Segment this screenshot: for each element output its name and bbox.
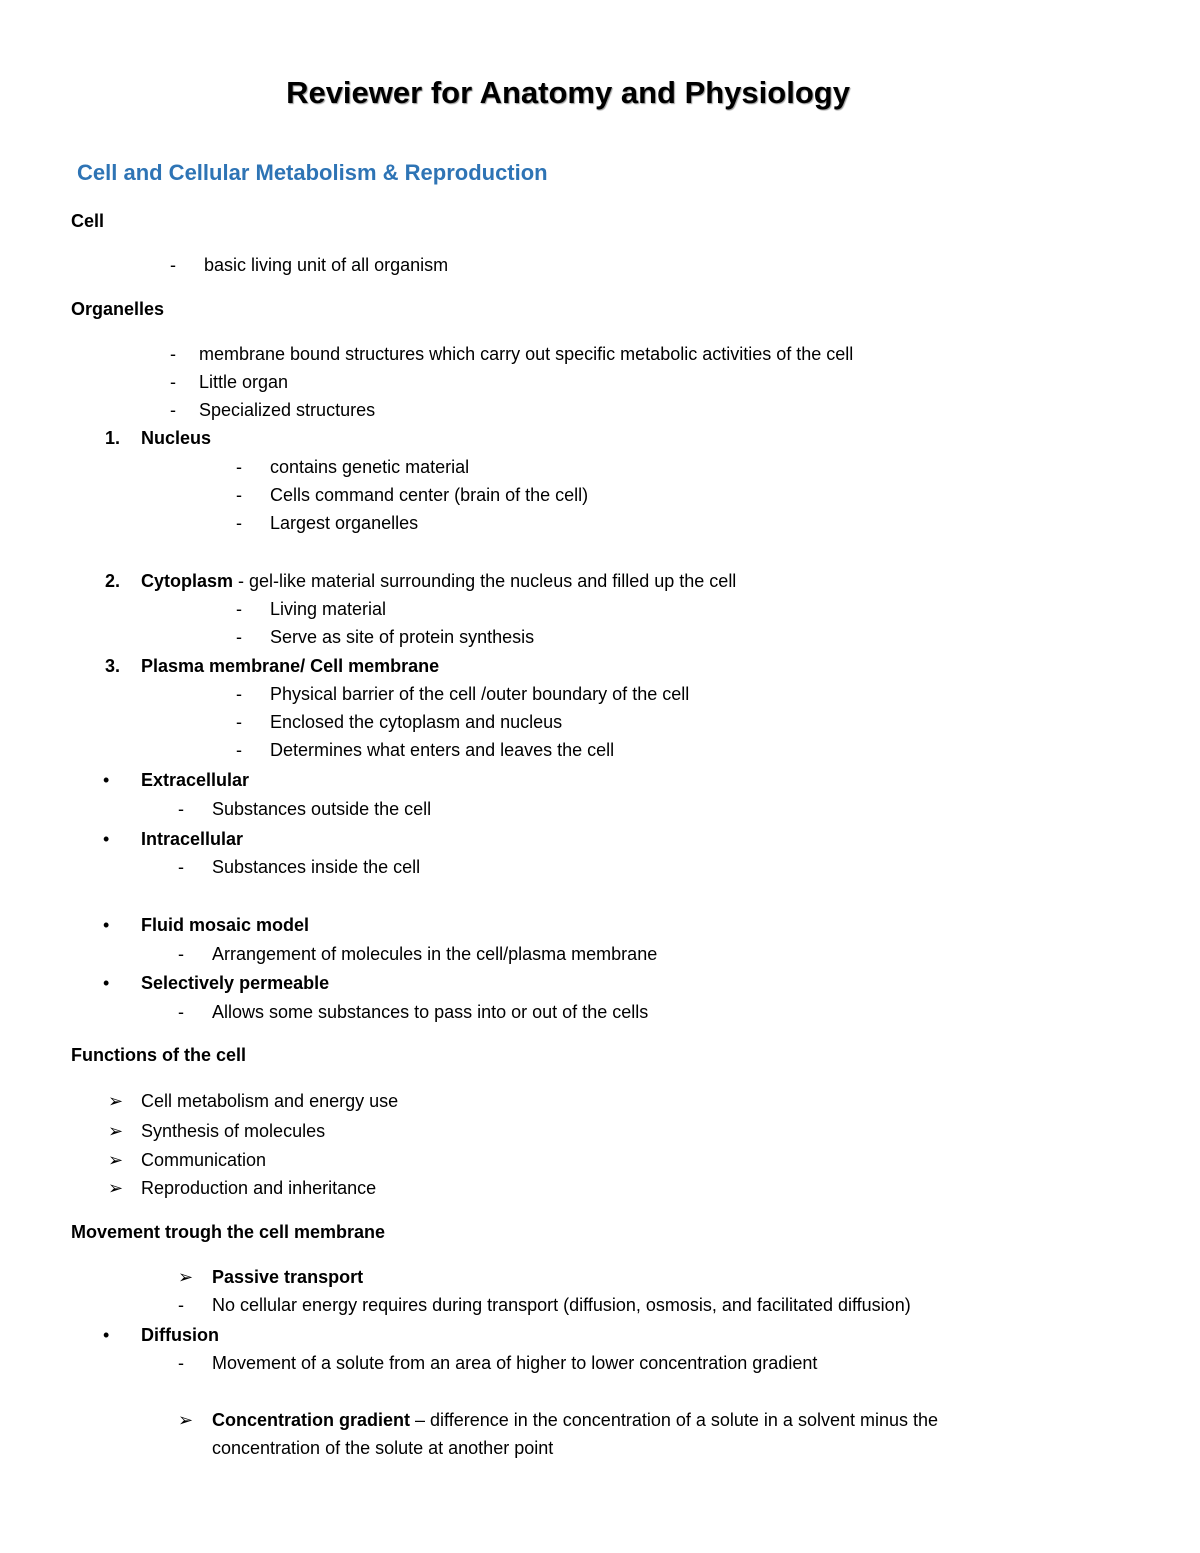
plasma-item: Determines what enters and leaves the cell bbox=[270, 740, 615, 760]
bullet-heading: Fluid mosaic model bbox=[141, 915, 310, 935]
nucleus-item: contains genetic material bbox=[270, 457, 470, 477]
dash-marker: - bbox=[178, 1002, 184, 1022]
dash-marker: - bbox=[178, 857, 184, 877]
bullet-heading: Intracellular bbox=[141, 829, 244, 849]
bullet-item: Substances outside the cell bbox=[212, 799, 432, 819]
arrow-bullet-icon: ➢ bbox=[108, 1150, 124, 1170]
bullet-marker: • bbox=[103, 915, 110, 935]
bullet-marker: • bbox=[103, 829, 110, 849]
bullet-heading: Selectively permeable bbox=[141, 973, 330, 993]
bullet-item: Substances inside the cell bbox=[212, 857, 421, 877]
dash-marker: - bbox=[178, 799, 184, 819]
organelles-item: membrane bound structures which carry out specific metabolic activities of the cell bbox=[199, 344, 854, 364]
functions-item: Communication bbox=[141, 1150, 267, 1170]
dash-marker: - bbox=[236, 485, 242, 505]
cytoplasm-item: Living material bbox=[270, 599, 387, 619]
dash-marker: - bbox=[170, 344, 176, 364]
dash-marker: - bbox=[236, 712, 242, 732]
bullet-marker: • bbox=[103, 1325, 110, 1345]
arrow-bullet-icon: ➢ bbox=[178, 1410, 194, 1430]
plasma-item: Physical barrier of the cell /outer boundary of the cell bbox=[270, 684, 690, 704]
arrow-bullet-icon: ➢ bbox=[108, 1121, 124, 1141]
passive-item: No cellular energy requires during transport (diffusion, osmosis, and facilitated diffusion) bbox=[212, 1295, 911, 1315]
gradient-line bbox=[212, 1409, 938, 1431]
organelles-item: Specialized structures bbox=[199, 400, 376, 420]
dash-marker: - bbox=[236, 513, 242, 533]
dash-marker: - bbox=[236, 627, 242, 647]
list-number: 3. bbox=[105, 656, 121, 676]
nucleus-item: Largest organelles bbox=[270, 513, 419, 533]
cell-heading: Cell bbox=[71, 211, 105, 231]
diffusion-item: Movement of a solute from an area of higher to lower concentration gradient bbox=[212, 1353, 818, 1373]
list-number: 2. bbox=[105, 571, 121, 591]
dash-marker: - bbox=[170, 400, 176, 420]
dash-marker: - bbox=[236, 740, 242, 760]
cytoplasm-heading: Cytoplasm bbox=[141, 571, 234, 591]
cytoplasm-desc: - gel-like material surrounding the nucleus and filled up the cell bbox=[233, 571, 737, 591]
gradient-desc: – difference in the concentration of a solute in a solvent minus the bbox=[410, 1410, 939, 1430]
dash-marker: - bbox=[236, 599, 242, 619]
cytoplasm-line bbox=[141, 570, 736, 592]
dash-marker: - bbox=[236, 684, 242, 704]
functions-item: Cell metabolism and energy use bbox=[141, 1091, 399, 1111]
nucleus-heading: Nucleus bbox=[141, 428, 212, 448]
organelles-item: Little organ bbox=[199, 372, 289, 392]
arrow-bullet-icon: ➢ bbox=[108, 1178, 124, 1198]
plasma-item: Enclosed the cytoplasm and nucleus bbox=[270, 712, 563, 732]
gradient-heading: Concentration gradient bbox=[212, 1410, 411, 1430]
bullet-marker: • bbox=[103, 770, 110, 790]
arrow-bullet-icon: ➢ bbox=[108, 1091, 124, 1111]
plasma-heading: Plasma membrane/ Cell membrane bbox=[141, 656, 440, 676]
dash-marker: - bbox=[178, 1353, 184, 1373]
bullet-heading: Extracellular bbox=[141, 770, 250, 790]
page-title: Reviewer for Anatomy and Physiology bbox=[286, 75, 850, 110]
functions-item: Reproduction and inheritance bbox=[141, 1178, 377, 1198]
nucleus-item: Cells command center (brain of the cell) bbox=[270, 485, 589, 505]
bullet-item: Arrangement of molecules in the cell/plasma membrane bbox=[212, 944, 658, 964]
dash-marker: - bbox=[236, 457, 242, 477]
list-number: 1. bbox=[105, 428, 121, 448]
movement-heading: Movement trough the cell membrane bbox=[71, 1222, 386, 1242]
cytoplasm-item: Serve as site of protein synthesis bbox=[270, 627, 535, 647]
functions-item: Synthesis of molecules bbox=[141, 1121, 326, 1141]
diffusion-heading: Diffusion bbox=[141, 1325, 219, 1345]
dash-marker: - bbox=[178, 944, 184, 964]
organelles-heading: Organelles bbox=[71, 299, 165, 319]
gradient-desc-cont: concentration of the solute at another point bbox=[212, 1438, 554, 1458]
arrow-bullet-icon: ➢ bbox=[178, 1267, 194, 1287]
bullet-item: Allows some substances to pass into or out of the cells bbox=[212, 1002, 649, 1022]
dash-marker: - bbox=[178, 1295, 184, 1315]
cell-item: basic living unit of all organism bbox=[204, 255, 449, 275]
dash-marker: - bbox=[170, 372, 176, 392]
bullet-marker: • bbox=[103, 973, 110, 993]
dash-marker: - bbox=[170, 255, 176, 275]
functions-heading: Functions of the cell bbox=[71, 1045, 247, 1065]
passive-heading: Passive transport bbox=[212, 1267, 364, 1287]
section-title: Cell and Cellular Metabolism & Reproduction bbox=[77, 160, 548, 185]
